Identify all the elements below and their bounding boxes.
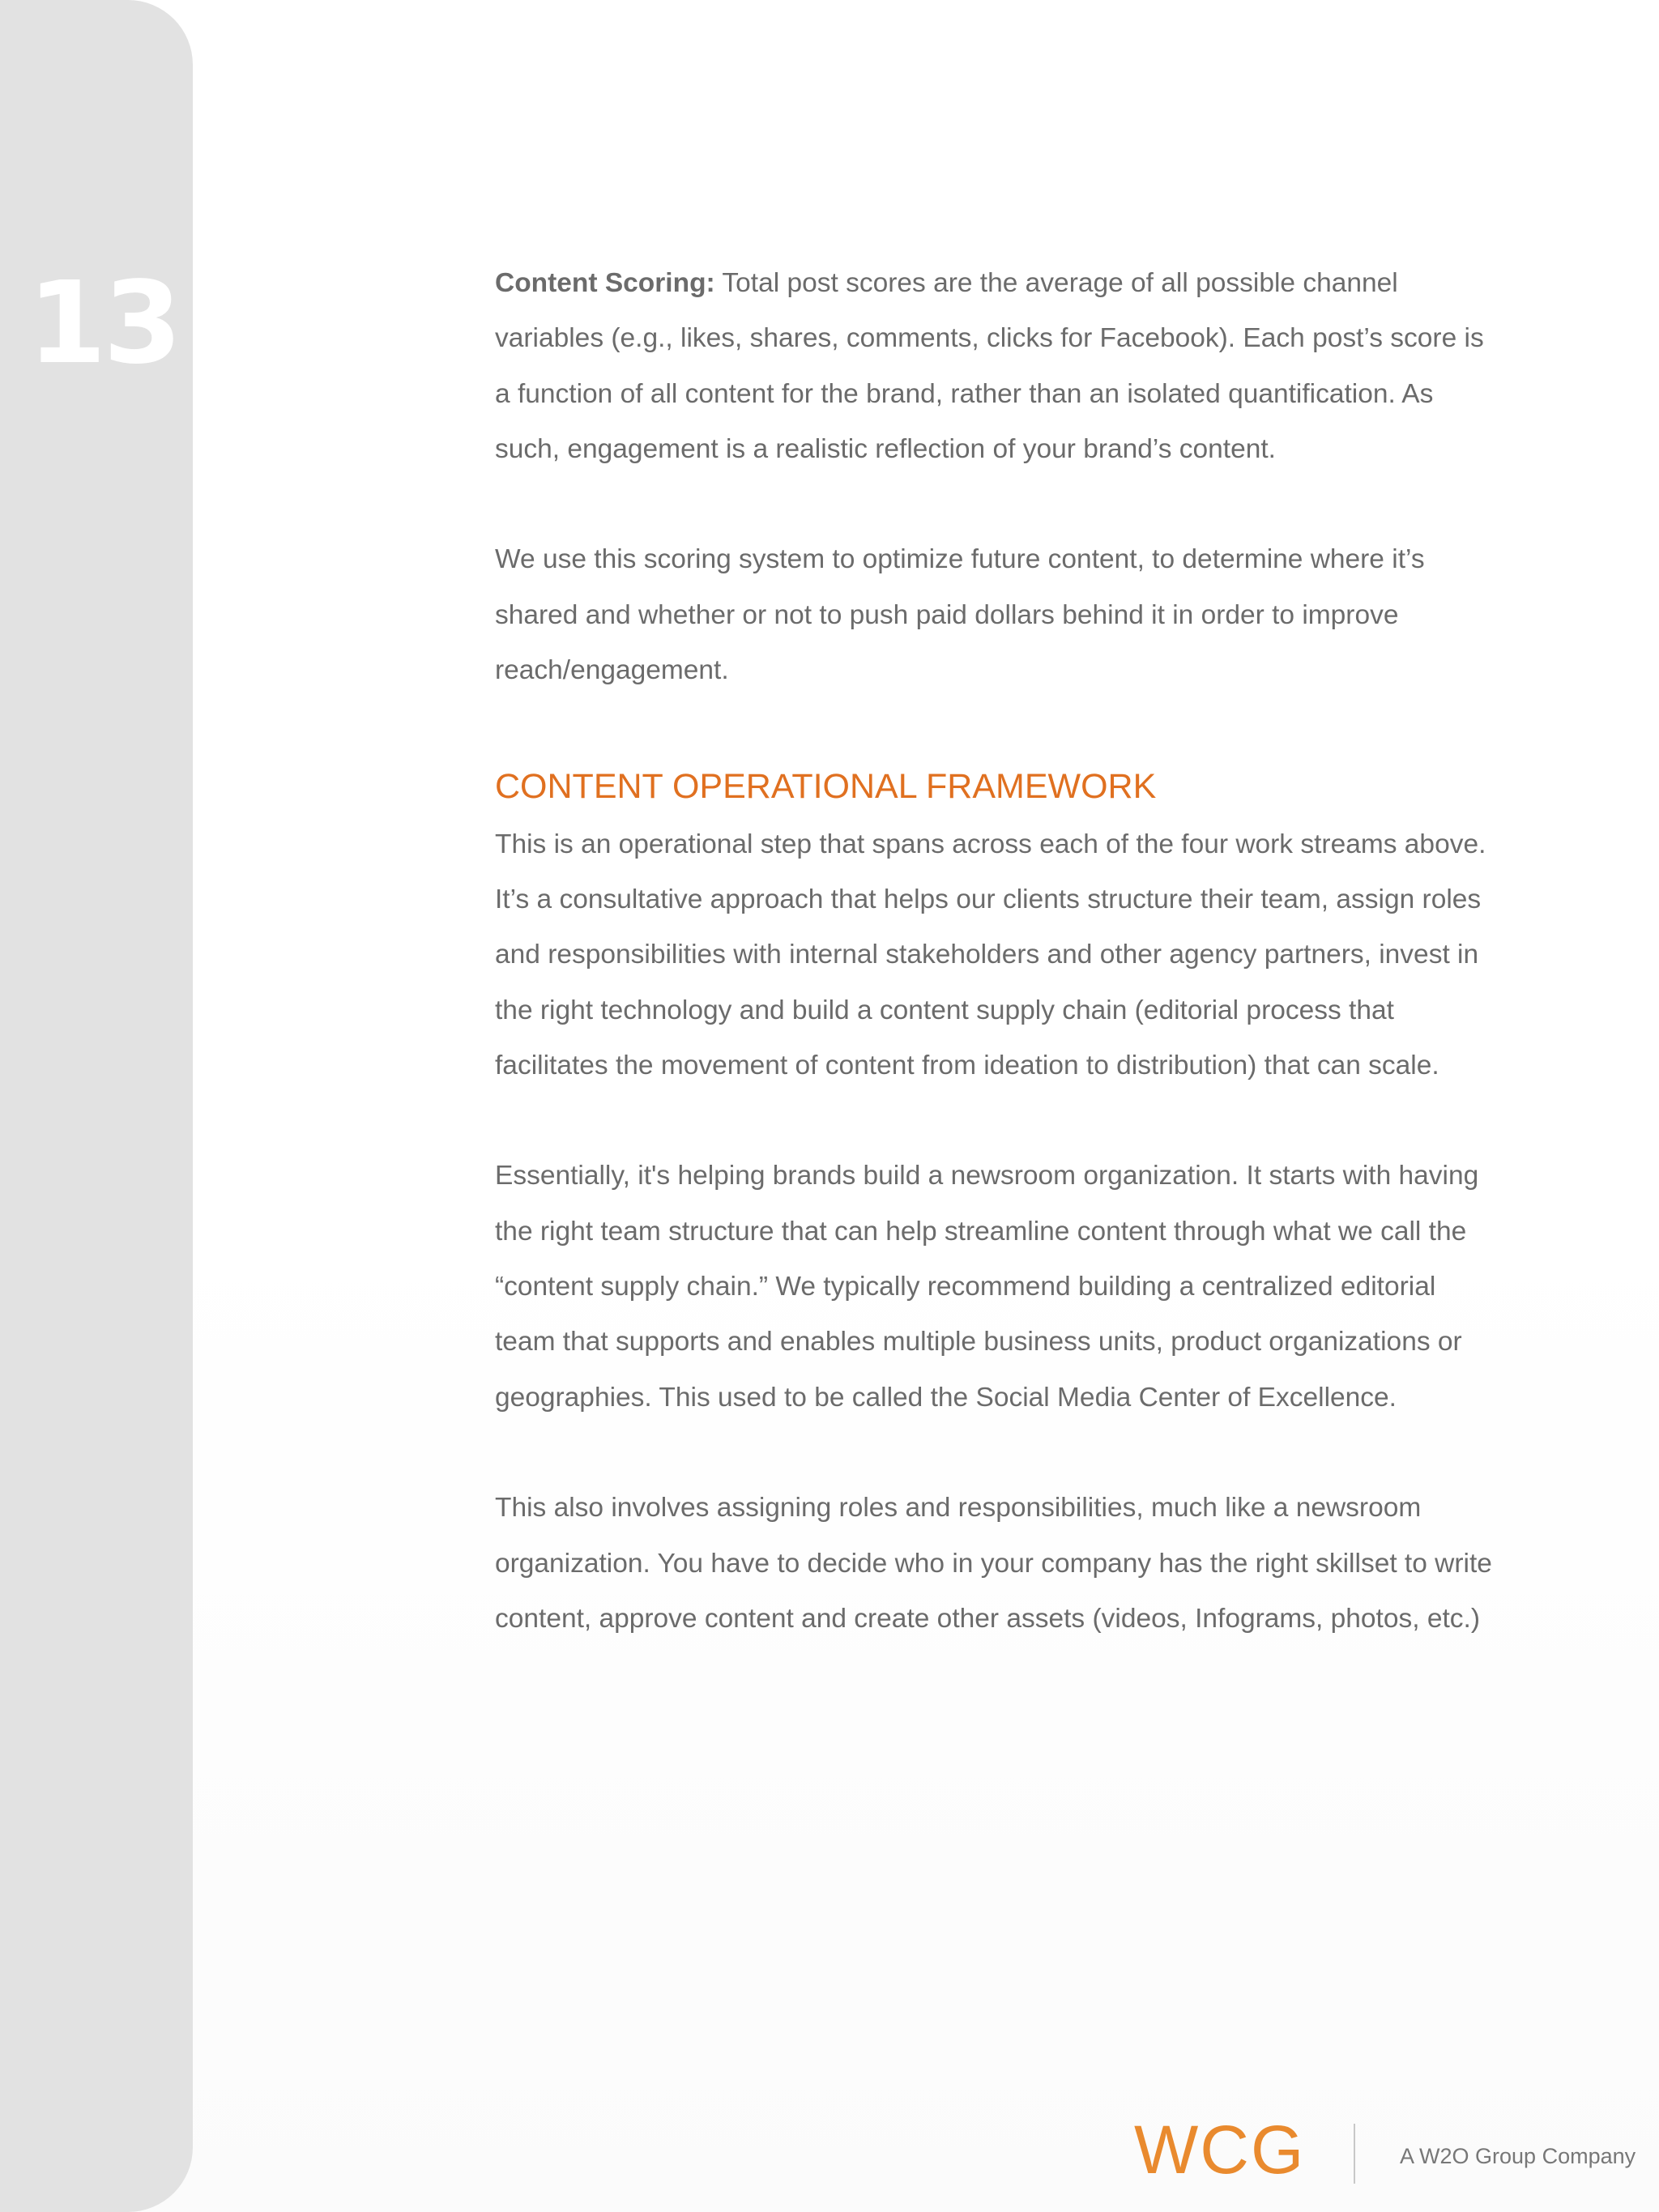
page-sidebar bbox=[0, 0, 193, 2212]
section-heading: CONTENT OPERATIONAL FRAMEWORK bbox=[495, 766, 1157, 806]
framework-paragraph-2: Essentially, it's helping brands build a newsroom organization. It starts with having the right team structure that can help streamline content through what we call the “content supply chain.” We typically recommend building a centralized editorial team that supports and enables multiple business units, product organizations or geographies. This used to be called the Social Media Center of Excellence. bbox=[495, 1161, 1479, 1413]
framework-paragraph-3: This also involves assigning roles and responsibilities, much like a newsroom organization. You have to decide who in your company has the right skillset to write content, approve content and create other assets (videos, Infograms, photos, etc.) bbox=[495, 1493, 1492, 1634]
wcg-logo: WCG bbox=[1134, 2112, 1306, 2188]
page-number: 13 bbox=[28, 258, 179, 390]
footer-logo bbox=[1134, 2114, 1636, 2187]
content-scoring-text: Total post scores are the average of all possible channel variables (e.g., likes, shares, comments, clicks for Facebook). Each post’s score is a function of all content for the brand, rather than an isolated quantification. As such, engagement is a realistic reflection of your brand’s content. bbox=[495, 268, 1484, 464]
framework-paragraph-1: This is an operational step that spans across each of the four work streams above. It’s a consultative approach that helps our clients structure their team, assign roles and responsibilities with internal stakeholders and other agency partners, invest in the right technology and build a content supply chain (editorial process that facilitates the movement of content from ideation to distribution) that can scale. bbox=[495, 829, 1486, 1080]
scoring-system-paragraph: We use this scoring system to optimize future content, to determine where it’s shared and whether or not to push paid dollars behind it in order to improve reach/engagement. bbox=[495, 544, 1425, 686]
main-content bbox=[495, 256, 1499, 1702]
content-scoring-label: Content Scoring: bbox=[495, 268, 715, 298]
content-scoring-paragraph bbox=[495, 256, 1499, 477]
logo-tagline: A W2O Group Company bbox=[1400, 2144, 1636, 2168]
logo-divider bbox=[1354, 2124, 1355, 2184]
